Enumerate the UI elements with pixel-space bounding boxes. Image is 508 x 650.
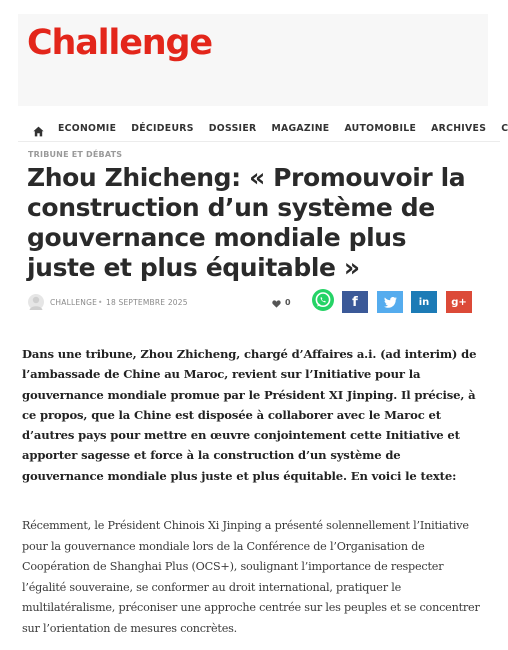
nav-item-automobile[interactable]: AUTOMOBILE [344, 122, 417, 134]
share-linkedin-button[interactable]: in [411, 291, 437, 313]
nav-item-truncated[interactable]: C [501, 122, 508, 134]
article-paragraph: Récemment, le Président Chinois Xi Jinping a présenté solennellement l’Initiative pour la gouvernance mondiale lors de la Conférence de l’Organisation de Coopération de Shanghai Plus (OCS+), soulignant l’importance de respecter l’égalité souveraine, se conformer au droit international, pratiquer le multilatéralisme, préconiser une approche centrée sur les peuples et se concentrer sur l’orientation de mesures concrètes. [22, 519, 480, 635]
nav-item-magazine[interactable]: MAGAZINE [271, 122, 330, 134]
meta-separator: • [98, 298, 103, 307]
nav-item-dossier[interactable]: DOSSIER [208, 122, 257, 134]
home-icon[interactable] [33, 122, 44, 133]
heart-icon [272, 293, 281, 312]
article-title: Zhou Zhicheng: « Promouvoir la construction d’un système de gouvernance mondiale plus juste et plus équitable » [27, 163, 466, 282]
share-facebook-button[interactable]: f [342, 291, 368, 313]
like-button[interactable] [272, 296, 291, 308]
like-count: 0 [285, 297, 291, 307]
article-meta [28, 291, 473, 313]
author-name[interactable]: CHALLENGE [50, 298, 98, 307]
site-logo[interactable]: Challenge [27, 23, 212, 63]
article-category[interactable]: TRIBUNE ET DÉBATS [28, 150, 123, 159]
publish-date: 18 SEPTEMBRE 2025 [106, 298, 188, 307]
nav-item-economie[interactable]: ECONOMIE [58, 122, 117, 134]
share-twitter-button[interactable] [377, 291, 403, 313]
share-whatsapp-button[interactable] [310, 291, 336, 313]
whatsapp-icon [311, 288, 335, 316]
nav-divider [18, 141, 500, 142]
nav-item-archives[interactable]: ARCHIVES [431, 122, 487, 134]
main-navigation [0, 114, 508, 142]
article-lead: Dans une tribune, Zhou Zhicheng, chargé d’Affaires a.i. (ad interim) de l’ambassade de Chine au Maroc, revient sur l’Initiative pour la gouvernance mondiale promue par le Président XI Jinping. Il précise, à ce propos, que la Chine est disposée à collaborer avec le Maroc et d’autres pays pour mettre en œuvre conjointement cette Initiative et apporter sagesse et force à la construction d’un système de gouvernance mondiale plus juste et plus équitable. En voici le texte: [22, 347, 477, 483]
twitter-icon [384, 293, 397, 312]
share-googleplus-button[interactable]: g+ [446, 291, 472, 313]
site-header [18, 14, 488, 106]
nav-items [58, 114, 508, 142]
nav-item-decideurs[interactable]: DÉCIDEURS [131, 122, 194, 134]
avatar[interactable] [28, 294, 44, 310]
